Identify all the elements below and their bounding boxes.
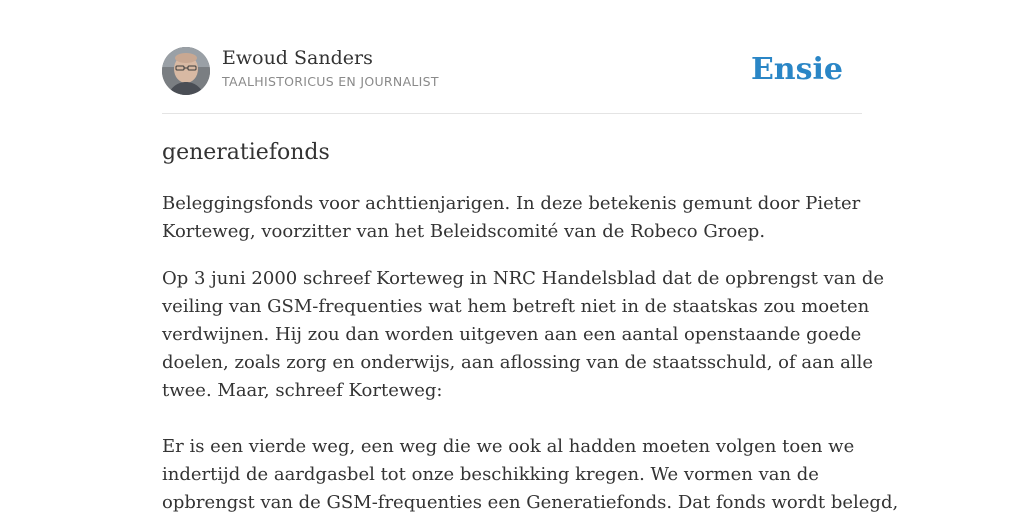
text-line: Er is een vierde weg, een weg die we ook al hadden moeten volgen toen we [162, 436, 855, 457]
author-avatar[interactable] [162, 47, 210, 95]
text-line: verdwijnen. Hij zou dan worden uitgeven aan een aantal openstaande goede [162, 324, 862, 345]
entry-body [162, 190, 899, 512]
text-line: Korteweg, voorzitter van het Beleidscomité van de Robeco Groep. [162, 221, 766, 242]
paragraph-1 [162, 190, 862, 246]
text-line: indertijd de aardgasbel tot onze beschikking kregen. We vormen van de [162, 464, 819, 485]
ensie-logo[interactable]: Ensie [750, 52, 843, 87]
paragraph-2 [162, 265, 885, 405]
author-name[interactable]: Ewoud Sanders [222, 47, 373, 69]
entry-title: generatiefonds [162, 140, 330, 165]
author-photo [162, 47, 210, 95]
text-line: doelen, zoals zorg en onderwijs, aan aflossing van de staatsschuld, of aan alle [162, 352, 874, 373]
text-line: opbrengst van de GSM-frequenties een Generatiefonds. Dat fonds wordt belegd, [162, 492, 899, 512]
author-header [162, 46, 862, 96]
author-role: TAALHISTORICUS EN JOURNALIST [222, 74, 439, 89]
header-divider [162, 113, 862, 114]
text-line: twee. Maar, schreef Korteweg: [162, 380, 443, 401]
text-line: Op 3 juni 2000 schreef Korteweg in NRC Handelsblad dat de opbrengst van de [162, 268, 885, 289]
text-line: veiling van GSM-frequenties wat hem betreft niet in de staatskas zou moeten [162, 296, 870, 317]
text-line: Beleggingsfonds voor achttienjarigen. In deze betekenis gemunt door Pieter [162, 193, 861, 214]
paragraph-3-quote [162, 433, 899, 512]
